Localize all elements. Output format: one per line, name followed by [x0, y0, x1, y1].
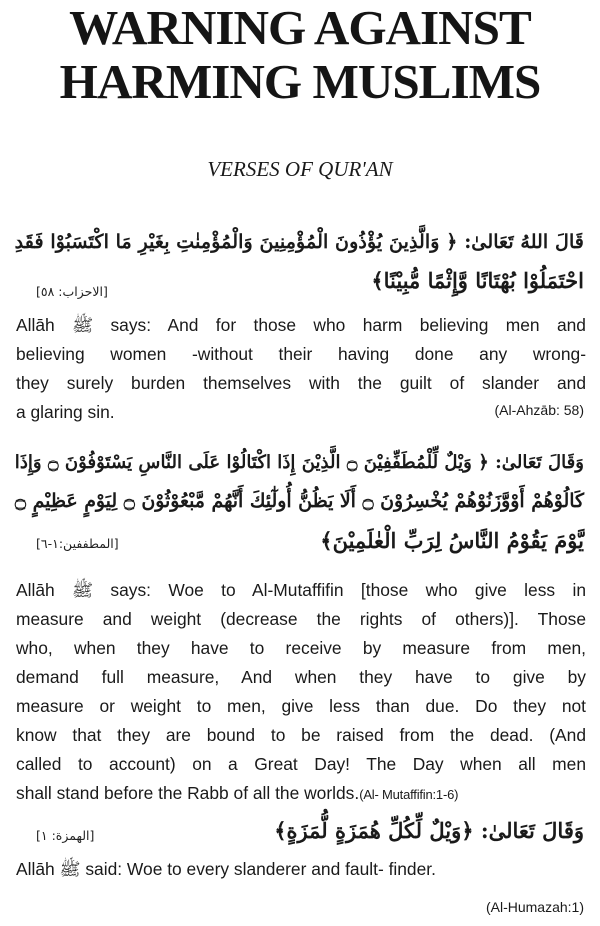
- verse-1-arabic-line-2: احْتَمَلُوْا بُهْتَانًا وَّإِثْمًا مُّبِيْنًا﴾: [371, 268, 584, 293]
- verse-3-translation: [16, 855, 586, 884]
- verse-2-arabic-line-2: كَالُوْهُمْ أَوْوَّزَنُوْهُمْ يُخْسِرُوْنَ ۝ أَلَا يَظُنُّ أُولٰٓئِكَ أَنَّهُمْ مَّبْعُوْثُوْنَ ۝ لِيَوْمٍ عَظِيْمٍ ۝: [14, 490, 584, 512]
- verse-2-translation-line: called to account) on a Great Day! The Day when all men: [16, 754, 586, 774]
- verse-2-translation-line-last: [16, 779, 586, 809]
- verse-2-translation-line: measure or weight to men, give less than due. Do they not: [16, 696, 586, 716]
- verse-3-arabic-reference: [الهمزة: ١]: [36, 828, 95, 843]
- verse-2-translation-line: know that they are bound to be raised from the dead. (And: [16, 725, 586, 745]
- verse-2-citation: (Al- Mutaffifin:1-6): [359, 787, 459, 802]
- verse-3-citation: (Al-Humazah:1): [485, 899, 584, 915]
- verse-1-arabic-reference: [الاحزاب: ٥٨]: [36, 284, 108, 299]
- section-subtitle: VERSES OF QUR'AN: [207, 157, 393, 181]
- verse-2-translation-line: measure and weight (decrease the rights of others)]. Those: [16, 609, 586, 629]
- page-title-line-2: HARMING MUSLIMS: [59, 54, 541, 109]
- verse-1-translation-line: believing women -without their having done any wrong-: [16, 344, 586, 364]
- verse-1-translation-line: they surely burden themselves with the guilt of slander and: [16, 373, 586, 393]
- verse-1-translation-line: Allāh ﷺ says: And for those who harm believing men and: [16, 315, 586, 335]
- verse-2-arabic-line-3: يَّوْمَ يَقُوْمُ النَّاسُ لِرَبِّ الْعٰلَمِيْنَ﴾: [320, 528, 584, 553]
- verse-2-arabic-reference: [المطففين:١-٦]: [36, 536, 119, 551]
- verse-2-translation-line: Allāh ﷺ says: Woe to Al-Mutaffifin [those who give less in: [16, 580, 586, 600]
- verse-2-translation: [16, 576, 586, 809]
- verse-1-translation-line: a glaring sin.: [16, 402, 115, 422]
- verse-1-citation: (Al-Ahzāb: 58): [494, 402, 584, 418]
- verse-3-arabic-line-1: وَقَالَ تَعَالىٰ: ﴿وَيْلٌ لِّكُلِّ هُمَزَةٍ لُّمَزَةٍ﴾: [274, 818, 584, 843]
- verse-2-arabic-line-1: وَقَالَ تَعَالىٰ: ﴿ وَيْلٌ لِّلْمُطَفِّفِيْنَ ۝ الَّذِيْنَ إِذَا اكْتَالُوْا عَلَى النَّاسِ يَسْتَوْفُوْنَ ۝ وَإِذَا: [14, 452, 584, 473]
- page-title-line-1: WARNING AGAINST: [69, 0, 531, 55]
- verse-2-translation-last-text: shall stand before the Rabb of all the worlds.: [16, 783, 360, 803]
- verse-2-translation-line: who, when they have to receive by measure from men,: [16, 638, 586, 658]
- verse-2-translation-line: demand full measure, And when they have to give by: [16, 667, 586, 687]
- verse-3-translation-line: Allāh ﷺ said: Woe to every slanderer and fault- finder.: [16, 859, 436, 879]
- verse-1-arabic-line-1: قَالَ اللهُ تَعَالىٰ: ﴿ وَالَّذِينَ يُؤْذُونَ الْمُؤْمِنِينَ وَالْمُؤْمِنٰتِ بِغَيْرِ مَا اكْتَسَبُوْا فَقَدِ: [14, 230, 584, 253]
